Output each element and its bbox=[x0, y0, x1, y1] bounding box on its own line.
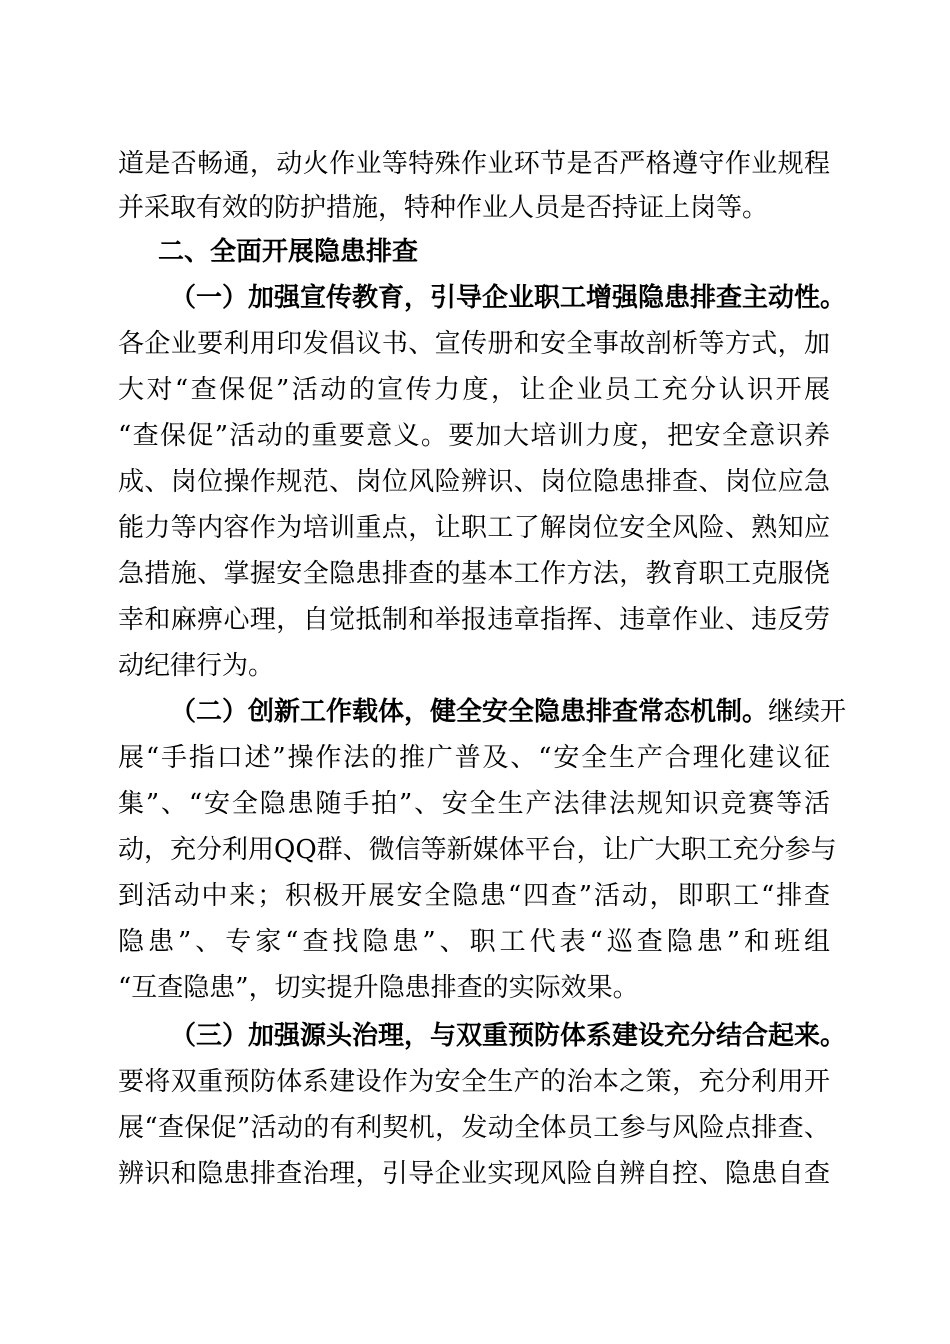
text-line: 并采取有效的防护措施，特种作业人员是否持证上岗等。 bbox=[118, 193, 769, 223]
text-line: 能力等内容作为培训重点，让职工了解岗位安全风险、熟知应 bbox=[118, 513, 830, 543]
text-line: 动纪律行为。 bbox=[118, 651, 275, 681]
text-line bbox=[170, 690, 847, 734]
text-line: 幸和麻痹心理，自觉抵制和举报违章指挥、违章作业、违反劳 bbox=[118, 605, 830, 635]
text-line: “查保促”活动的重要意义。要加大培训力度，把安全意识养 bbox=[118, 421, 830, 451]
text-line: 急措施、掌握安全隐患排查的基本工作方法，教育职工克服侥 bbox=[118, 559, 830, 589]
text-line: 集”、“安全隐患随手拍”、安全生产法律法规知识竞赛等活 bbox=[118, 789, 830, 819]
text-line: “互查隐患”，切实提升隐患排查的实际效果。 bbox=[118, 973, 639, 1003]
text-line: 动，充分利用QQ群、微信等新媒体平台，让广大职工充分参与 bbox=[118, 835, 837, 865]
text-line: 到活动中来；积极开展安全隐患“四查”活动，即职工“排查 bbox=[118, 881, 830, 911]
subsection-heading-3: （三）加强源头治理，与双重预防体系建设充分结合起来。 bbox=[170, 1021, 847, 1051]
text-line: 要将双重预防体系建设作为安全生产的治本之策，充分利用开 bbox=[118, 1067, 830, 1097]
text-line: 隐患”、专家“查找隐患”、职工代表“巡查隐患”和班组 bbox=[118, 927, 830, 957]
text-line: 展“查保促”活动的有利契机，发动全体员工参与风险点排查、 bbox=[118, 1113, 830, 1143]
subsection-heading-1: （一）加强宣传教育，引导企业职工增强隐患排查主动性。 bbox=[170, 283, 847, 313]
text-line: 各企业要利用印发倡议书、宣传册和安全事故剖析等方式，加 bbox=[118, 329, 830, 359]
text-line: 道是否畅通，动火作业等特殊作业环节是否严格遵守作业规程 bbox=[118, 149, 830, 179]
subsection-heading-2: （二）创新工作载体，健全安全隐患排查常态机制。 bbox=[170, 697, 769, 727]
text-line: 大对“查保促”活动的宣传力度，让企业员工充分认识开展 bbox=[118, 375, 830, 405]
section-heading: 二、全面开展隐患排查 bbox=[158, 237, 419, 267]
text-line: 辨识和隐患排查治理，引导企业实现风险自辨自控、隐患自查 bbox=[118, 1159, 830, 1189]
text-line: 成、岗位操作规范、岗位风险辨识、岗位隐患排查、岗位应急 bbox=[118, 467, 830, 497]
text-run: 继续开 bbox=[768, 697, 847, 727]
text-line: 展“手指口述”操作法的推广普及、“安全生产合理化建议征 bbox=[118, 743, 830, 773]
